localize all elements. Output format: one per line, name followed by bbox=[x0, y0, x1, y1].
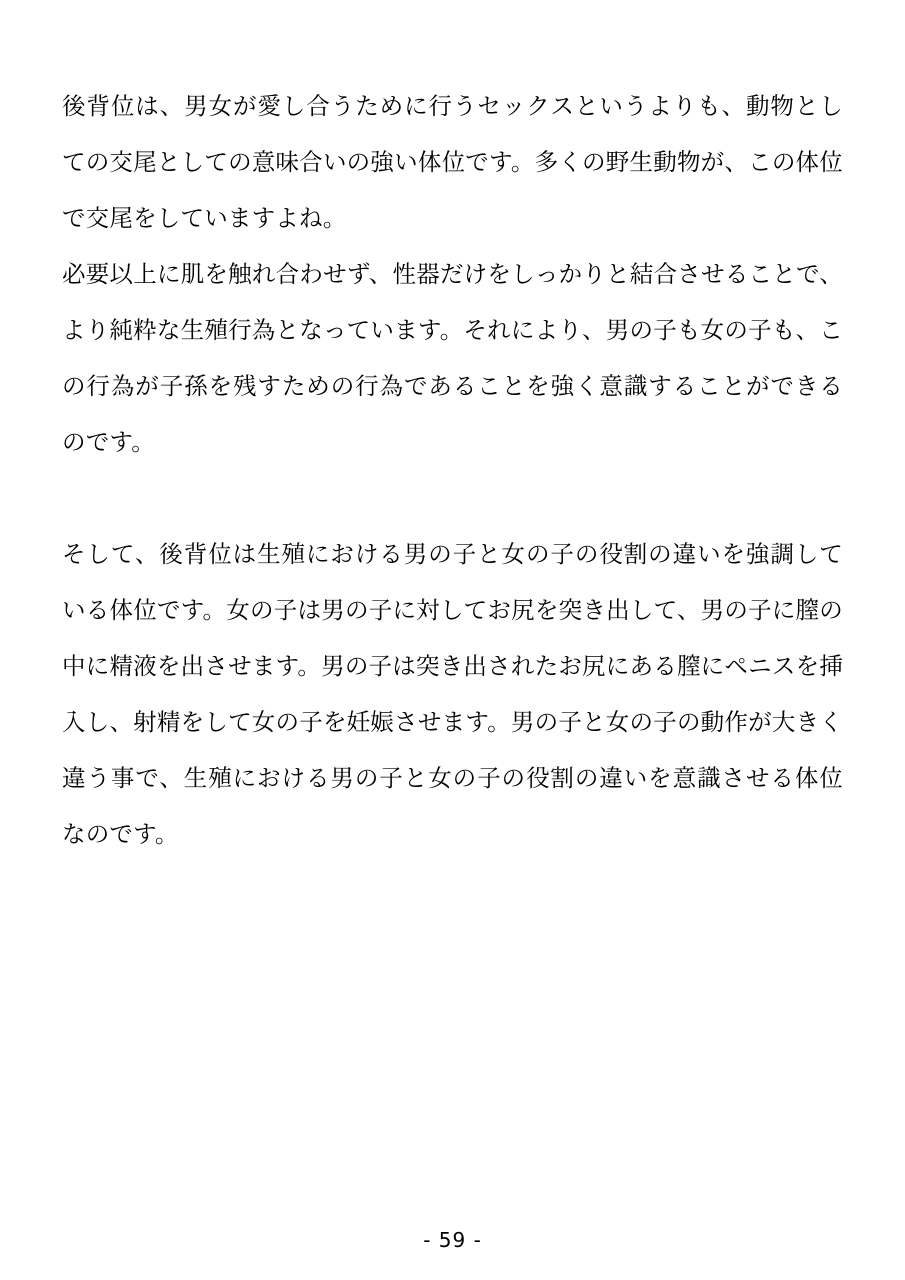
page-body bbox=[62, 78, 843, 862]
paragraph-2: 必要以上に肌を触れ合わせず、性器だけをしっかりと結合させることで、より純粋な生殖行為となっています。それにより、男の子も女の子も、この行為が子孫を残すための行為であることを強く意識することができるのです。 bbox=[62, 260, 843, 456]
paragraph-1: 後背位は、男女が愛し合うために行うセックスというよりも、動物としての交尾としての意味合いの強い体位です。多くの野生動物が、この体位で交尾をしていますよね。 bbox=[62, 92, 843, 232]
page-number: - 59 - bbox=[423, 1228, 482, 1252]
paragraph-spacer bbox=[62, 470, 843, 526]
paragraph-3: そして、後背位は生殖における男の子と女の子の役割の違いを強調している体位です。女の子は男の子に対してお尻を突き出して、男の子に膣の中に精液を出させます。男の子は突き出されたお尻にある膣にペニスを挿入し、射精をして女の子を妊娠させます。男の子と女の子の動作が大きく違う事で、生殖における男の子と女の子の役割の違いを意識させる体位なのです。 bbox=[62, 540, 843, 848]
